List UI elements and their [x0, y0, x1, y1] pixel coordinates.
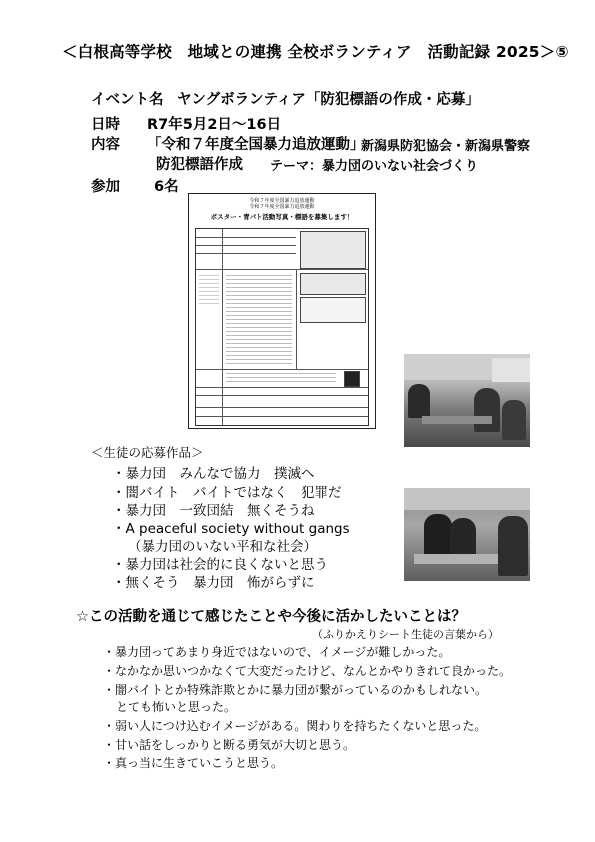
- work-item-5: ・暴力団は社会的に良くないと思う: [112, 557, 328, 573]
- poster-image: [188, 193, 376, 429]
- work-item-4-translation: （暴力団のいない平和な社会）: [128, 539, 317, 555]
- reflection-item-3-cont: とても怖いと思った。: [116, 700, 237, 714]
- content-task: 防犯標語作成: [156, 157, 243, 173]
- reflection-source: （ふりかえりシート生徒の言葉から）: [312, 628, 499, 641]
- date-label: 日時: [91, 117, 120, 133]
- poster-line-2: 令和７年度全国暴力追放運動: [249, 204, 315, 210]
- reflection-item-6: ・真っ当に生きていこうと思う。: [103, 756, 284, 770]
- content-theme: テーマ：暴力団のいない社会づくり: [270, 159, 479, 174]
- classroom-photo-2: [404, 488, 530, 581]
- work-item-3: ・暴力団 一致団結 無くそうね: [112, 503, 315, 519]
- event-name-value: ヤングボランティア「防犯標語の作成・応募」: [177, 92, 480, 108]
- reflection-item-3: ・闇バイトとか特殊詐欺とかに暴力団が繋がっているのかもしれない。: [103, 683, 488, 697]
- poster-headline: ポスター・青パト活動写真・標語を募集します！: [210, 213, 354, 221]
- content-label: 内容: [91, 137, 120, 153]
- work-item-6: ・無くそう 暴力団 怖がらずに: [112, 575, 315, 591]
- reflection-item-5: ・甘い話をしっかりと断る勇気が大切と思う。: [103, 738, 356, 752]
- page-title: ＜白根高等学校 地域との連携 全校ボランティア 活動記録 2025＞⑤: [62, 43, 569, 61]
- works-heading: ＜生徒の応募作品＞: [91, 445, 204, 460]
- participants-label: 参加: [91, 179, 120, 195]
- poster-line-1: 令和７年度全国暴力追放運動: [249, 198, 315, 204]
- work-item-2: ・闇バイト バイトではなく 犯罪だ: [112, 485, 342, 501]
- participants-value: 6名: [154, 179, 179, 195]
- content-campaign: 「令和７年度全国暴力追放運動」: [147, 137, 365, 153]
- reflection-item-1: ・暴力団ってあまり身近ではないので、イメージが難しかった。: [103, 645, 451, 659]
- work-item-1: ・暴力団 みんなで協力 撲滅へ: [112, 466, 315, 482]
- poster-table: [195, 228, 369, 426]
- classroom-photo-1: [404, 354, 530, 447]
- reflection-question: ☆この活動を通じて感じたことや今後に活かしたいことは？: [76, 609, 466, 625]
- reflection-item-2: ・なかなか思いつかなくて大変だったけど、なんとかやりきれて良かった。: [103, 664, 512, 678]
- work-item-4: ・A peaceful society without gangs: [112, 521, 350, 537]
- date-value: R7年5月2日～16日: [147, 117, 282, 133]
- content-organizers: 新潟県防犯協会・新潟県警察: [361, 139, 531, 154]
- event-name-label: イベント名: [91, 92, 164, 108]
- reflection-item-4: ・弱い人につけ込むイメージがある。関わりを持ちたくないと思った。: [103, 719, 487, 733]
